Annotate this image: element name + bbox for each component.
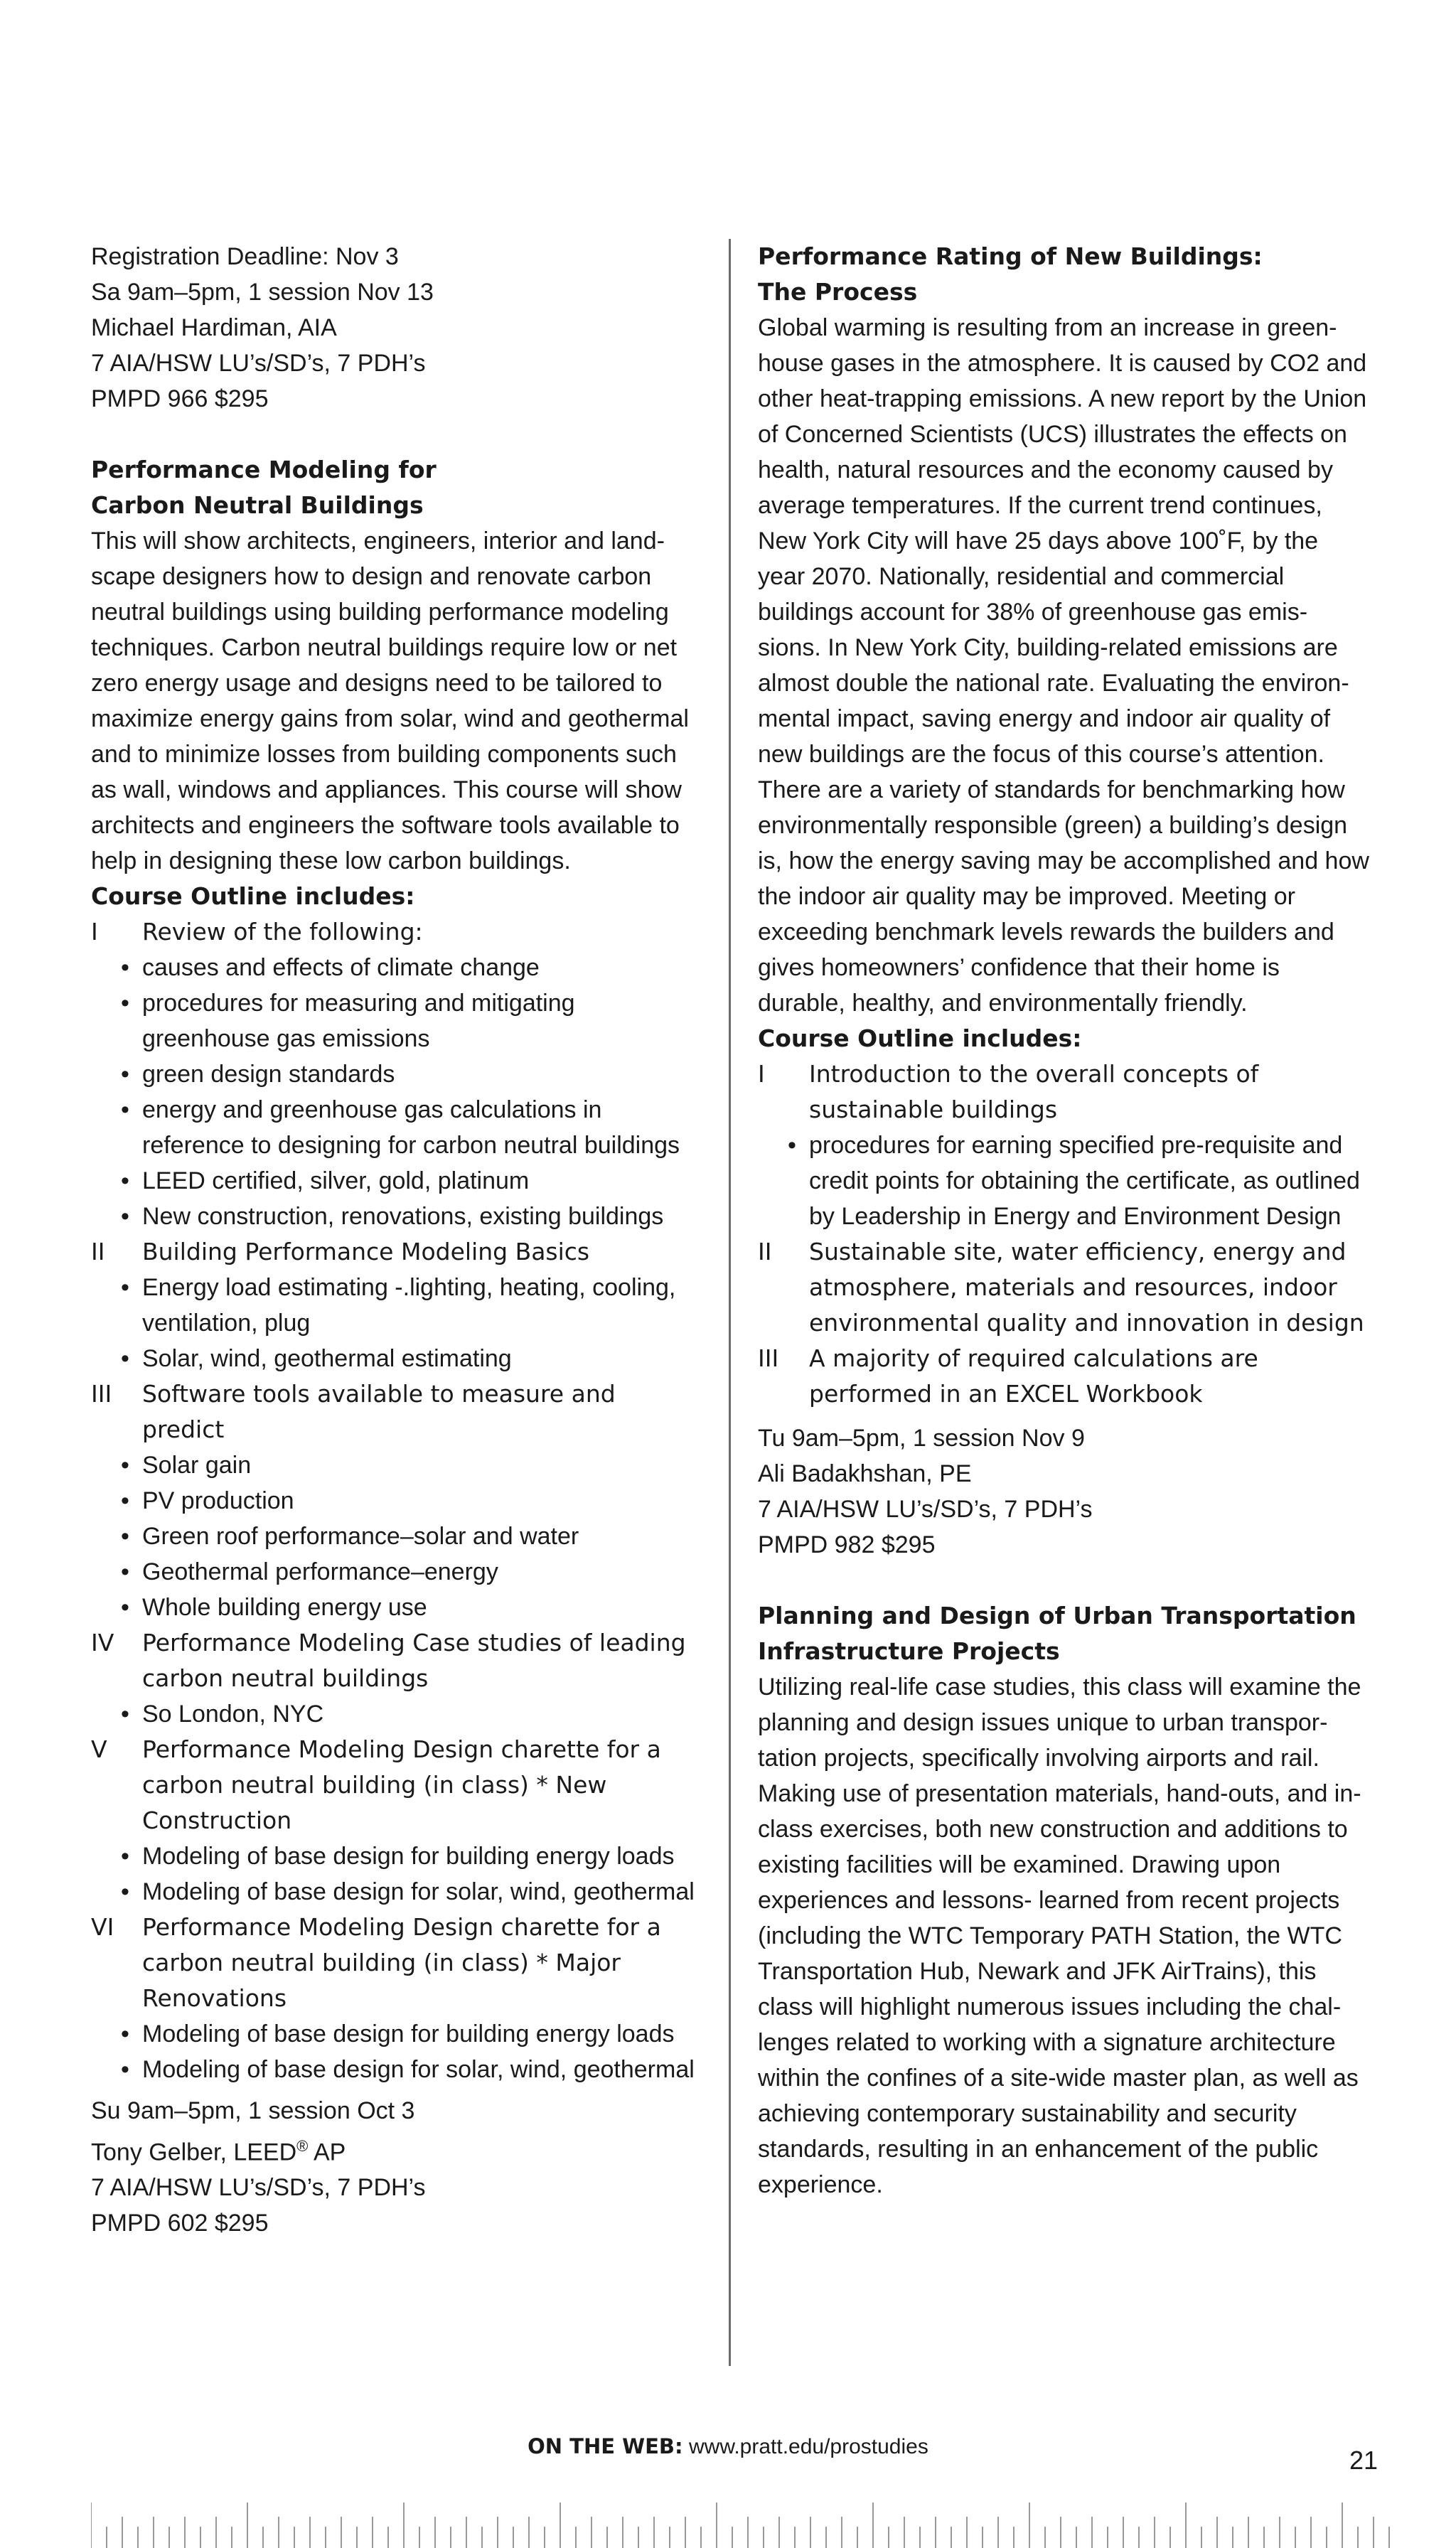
bullet-icon: • [121,1843,129,1870]
ruler-decoration [91,2500,1399,2548]
course-description: Global warming is resulting from an increase in green- house gases in the atmosphere. It is caused by CO2 and other heat-trapping emissions. A new report by the Union of Concerned Scientists (UCS) illustrates the effects on health, natural resources and the economy caused by average temperatures. If the current trend continues, New York City will have 25 days above 100˚F, by the year 2070. Nationally, residential and commercial buildings account for 38% of greenhouse gas emis- sions. In New York City, building-related emissions are almost double the national rate. Evaluating the environ- mental impact, saving energy and indoor air quality of new buildings are the focus of this course’s attention. There are a variety of standards for benchmarking how environmentally responsible (green) a building’s design is, how the energy saving may be accomplished and how the indoor air quality may be improved. Meeting or exceeding benchmark levels rewards the builders and gives homeowners’ confidence that their home is durable, healthy, and environmentally friendly. [758,314,1369,1017]
bullet-item [758,1128,1369,1234]
instructor [91,2129,702,2170]
course-title: Performance Modeling for [91,456,437,483]
outline-numeral: I [758,1060,765,1088]
right-column [758,239,1369,2202]
bullet-icon: • [121,1452,129,1479]
bullet-item [91,1199,702,1234]
bullet-item [91,2016,702,2052]
bullet-icon: • [121,1487,129,1514]
schedule: Su 9am–5pm, 1 session Oct 3 [91,2097,415,2124]
bullet-text: Solar, wind, geothermal estimating [142,1345,512,1372]
outline-item [91,914,702,950]
bullet-text: Green roof performance–solar and water [142,1523,579,1550]
course-title: Performance Rating of New Buildings: [758,242,1263,270]
bullet-icon: • [121,1274,129,1301]
instructor-suffix: AP [308,2138,346,2166]
bullet-icon: • [121,1167,129,1194]
outline-numeral: III [91,1380,112,1408]
bullet-item [91,2052,702,2087]
bullet-text: causes and effects of climate change [142,954,540,981]
left-column [91,239,702,2241]
outline-text: Software tools available to measure and predict [142,1380,616,1443]
instructor-name: Tony Gelber, LEED [91,2138,297,2166]
bullet-icon: • [121,1061,129,1088]
bullet-icon: • [788,1132,796,1159]
outline-item [758,1341,1369,1412]
course-title: Carbon Neutral Buildings [91,491,424,519]
bullet-text: green design standards [142,1061,395,1088]
outline-text: A majority of required calculations are performed in an EXCEL Workbook [809,1344,1258,1408]
outline-numeral: V [91,1735,107,1763]
course-description: Utilizing real-life case studies, this class will examine the planning and design issues unique to urban transpor- tation projects, specifically involving airports and rail. Making use of presentation materials, hand-outs, and in-class exercises, both new construction and additions to existing facilities will be examined. Drawing upon experiences and lessons- learned from recent projects (including the WTC Temporary PATH Station, the WTC Transportation Hub, Newark and JFK AirTrains), this class will highlight numerous issues including the chal- lenges related to working with a signature architecture within the confines of a site-wide master plan, as well as achieving contemporary sustainability and security standards, resulting in an enhancement of the public experience. [758,1674,1361,2198]
bullet-text: Modeling of base design for building energy loads [142,2020,675,2048]
registration-label: Registration Deadline: [91,243,329,270]
bullet-icon: • [121,1594,129,1621]
outline-numeral: VI [91,1913,114,1941]
bullet-icon: • [121,1203,129,1230]
outline-label: Course Outline includes: [758,1024,1082,1052]
instructor: Michael Hardiman, AIA [91,314,337,341]
bullet-item [91,1590,702,1625]
outline-item [91,1625,702,1696]
course-title: Planning and Design of Urban Transportation [758,1602,1356,1629]
bullet-item [91,1447,702,1483]
outline-text: Introduction to the overall concepts of sustainable buildings [809,1060,1259,1123]
outline-numeral: IV [91,1629,114,1656]
outline-numeral: III [758,1344,779,1372]
bullet-item [91,1874,702,1910]
course-code: PMPD 602 $295 [91,2210,269,2237]
outline-numeral: I [91,918,98,946]
bullet-text: Energy load estimating -.lighting, heating, cooling, ventilation, plug [142,1274,676,1337]
bullet-text: Geothermal performance–energy [142,1558,498,1585]
bullet-text: Whole building energy use [142,1594,427,1621]
bullet-text: LEED certified, silver, gold, platinum [142,1167,530,1194]
outline-item [91,1376,702,1447]
outline-item [758,1234,1369,1341]
registration-deadline [91,239,702,274]
course-title: The Process [758,278,918,306]
footer-label: ON THE WEB: [528,2434,683,2458]
registration-value: Nov 3 [335,243,399,270]
page-number: 21 [1349,2446,1379,2475]
bullet-icon: • [121,2020,129,2048]
bullet-icon: • [121,1558,129,1585]
course-code: PMPD 966 $295 [91,385,269,412]
outline-text: Performance Modeling Design charette for a carbon neutral building (in class) * Major Renovations [142,1913,661,2012]
outline-text: Performance Modeling Design charette for a carbon neutral building (in class) * New Construction [142,1735,661,1834]
bullet-text: Modeling of base design for solar, wind, geothermal [142,1878,695,1905]
credits: 7 AIA/HSW LU’s/SD’s, 7 PDH’s [758,1496,1093,1523]
outline-text: Performance Modeling Case studies of leading carbon neutral buildings [142,1629,686,1692]
page-footer [0,2434,1456,2459]
bullet-item [91,1341,702,1376]
bullet-icon: • [121,2056,129,2083]
bullet-item [91,1270,702,1341]
bullet-icon: • [121,990,129,1017]
bullet-item [91,1696,702,1732]
course-code: PMPD 982 $295 [758,1531,936,1558]
bullet-text: Modeling of base design for solar, wind, geothermal [142,2056,695,2083]
bullet-icon: • [121,954,129,981]
bullet-icon: • [121,1523,129,1550]
outline-text: Sustainable site, water efficiency, energy and atmosphere, materials and resources, indoor environmental quality and innovation in design [809,1238,1364,1337]
schedule: Sa 9am–5pm, 1 session Nov 13 [91,279,434,306]
course-outline [758,1056,1369,1412]
bullet-text: PV production [142,1487,294,1514]
instructor: Ali Badakhshan, PE [758,1460,972,1487]
course-title: Infrastructure Projects [758,1637,1060,1665]
bullet-item [91,1092,702,1163]
bullet-item [91,1519,702,1554]
outline-text: Review of the following: [142,918,423,946]
bullet-icon: • [121,1701,129,1728]
bullet-text: New construction, renovations, existing buildings [142,1203,664,1230]
outline-item [91,1910,702,2016]
footer-url[interactable]: www.pratt.edu/prostudies [688,2435,928,2458]
course-outline [91,914,702,2087]
bullet-item [91,1838,702,1874]
bullet-text: procedures for measuring and mitigating greenhouse gas emissions [142,990,575,1052]
bullet-item [91,1056,702,1092]
outline-item [91,1732,702,1838]
bullet-text: Modeling of base design for building energy loads [142,1843,675,1870]
outline-text: Building Performance Modeling Basics [142,1238,590,1265]
bullet-text: energy and greenhouse gas calculations in reference to designing for carbon neutral buildings [142,1096,680,1159]
bullet-text: Solar gain [142,1452,252,1479]
bullet-item [91,1483,702,1519]
schedule: Tu 9am–5pm, 1 session Nov 9 [758,1425,1085,1452]
bullet-icon: • [121,1345,129,1372]
bullet-text: procedures for earning specified pre-requisite and credit points for obtaining the certificate, as outlined by Leadership in Energy and Environment Design [809,1132,1360,1230]
outline-numeral: II [91,1238,105,1265]
outline-item [91,1234,702,1270]
bullet-item [91,1163,702,1199]
outline-label: Course Outline includes: [91,882,415,910]
outline-numeral: II [758,1238,772,1265]
course-description: This will show architects, engineers, interior and land- scape designers how to design and renovate carbon neutral buildings using building performance modeling techniques. Carbon neutral buildings require low or net zero energy usage and designs need to be tailored to maximize energy gains from solar, wind and geothermal and to minimize losses from building components such as wall, windows and appliances. This course will show architects and engineers the software tools available to help in designing these low carbon buildings. [91,528,689,874]
bullet-icon: • [121,1096,129,1123]
bullet-item [91,985,702,1056]
credits: 7 AIA/HSW LU’s/SD’s, 7 PDH’s [91,2174,426,2202]
bullet-text: So London, NYC [142,1701,324,1728]
column-divider [729,239,731,2366]
credits: 7 AIA/HSW LU’s/SD’s, 7 PDH’s [91,350,426,377]
outline-item [758,1056,1369,1128]
registered-mark: ® [296,2137,309,2155]
bullet-icon: • [121,1878,129,1905]
bullet-item [91,950,702,985]
bullet-item [91,1554,702,1590]
